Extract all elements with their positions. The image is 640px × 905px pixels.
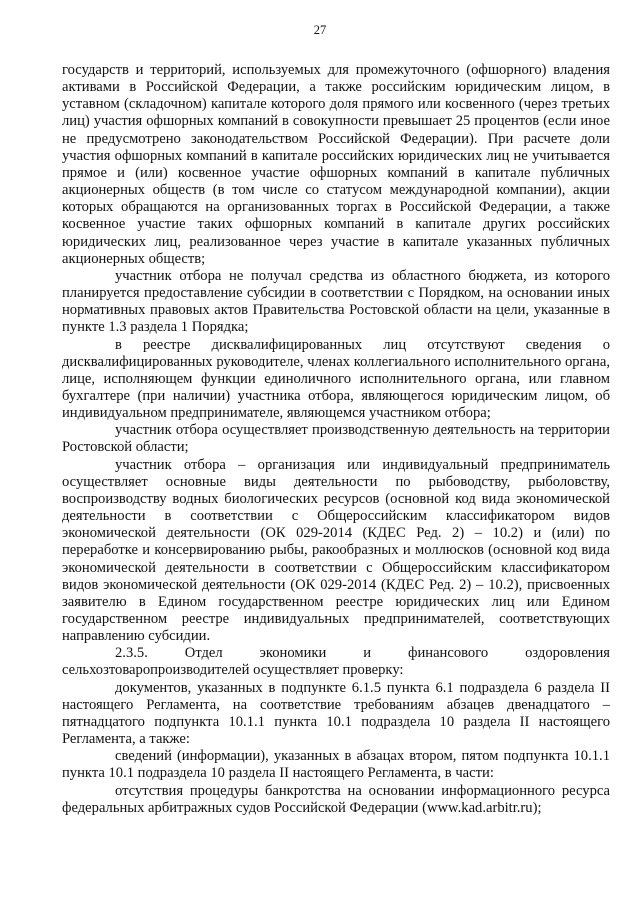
paragraph-documents-check: документов, указанных в подпункте 6.1.5 пункта 6.1 подраздела 6 раздела II настоящего Регламента, на соответствие требованиям абзацев двенадцатого – пятнадцатого подпункта 10.1.1 пункта 10.1 подраздела 10 раздела II настоящего Регламента, а также: — [62, 679, 610, 748]
paragraph-main-activity-types: участник отбора – организация или индивидуальный предприниматель осуществляет основные виды деятельности по рыбоводству, рыболовству, воспроизводству водных биологических ресурсов (основной код вида экономической деятельности в соответствии с Общероссийским классификатором видов экономической деятельности (ОК 029-2014 (КДЕС Ред. 2) – 10.2) и (или) по переработке и консервированию рыбы, ракообразных и моллюсков (основной код вида экономической деятельности в соответствии с Общероссийским классификатором видов экономической деятельности (ОК 029-2014 (КДЕС Ред. 2) – 10.2), присвоенных заявителю в Едином государственном реестре юридических лиц или Едином государственном реестре индивидуальных предпринимателей, соответствующих направлению субсидии. — [62, 456, 610, 645]
paragraph-no-regional-budget-funds: участник отбора не получал средства из областного бюджета, из которого планируется предоставление субсидии в соответствии с Порядком, на основании иных нормативных правовых актов Правительства Ростовской области на цели, указанные в пункте 1.3 раздела 1 Порядка; — [62, 267, 610, 336]
paragraph-production-in-rostov-region: участник отбора осуществляет производственную деятельность на территории Ростовской области; — [62, 422, 610, 456]
document-body — [62, 62, 610, 817]
paragraph-section-2-3-5: 2.3.5. Отдел экономики и финансового оздоровления сельхозтоваропроизводителей осуществляет проверку: — [62, 645, 610, 679]
paragraph-information-check: сведений (информации), указанных в абзацах втором, пятом подпункта 10.1.1 пункта 10.1 подраздела 10 раздела II настоящего Регламента, в части: — [62, 748, 610, 782]
page-number: 27 — [313, 23, 327, 37]
paragraph-offshore-participation: государств и территорий, используемых для промежуточного (офшорного) владения активами в Российской Федерации, а также российским юридическим лицом, в уставном (складочном) капитале которого доля прямого или косвенного (через третьих лиц) участия офшорных компаний в совокупности превышает 25 процентов (если иное не предусмотрено законодательством Российской Федерации). При расчете доли участия офшорных компаний в капитале российских юридических лиц не учитывается прямое и (или) косвенное участие офшорных компаний в капитале публичных акционерных обществ (в том числе со статусом международной компании), акции которых обращаются на организованных торгах в Российской Федерации, а также косвенное участие таких офшорных компаний в капитале других российских юридических лиц, реализованное через участие в капитале указанных публичных акционерных обществ; — [62, 62, 610, 267]
paragraph-bankruptcy-check: отсутствия процедуры банкротства на основании информационного ресурса федеральных арбитражных судов Российской Федерации (www.kad.arbitr.ru); — [62, 782, 610, 816]
paragraph-disqualified-persons-registry: в реестре дисквалифицированных лиц отсутствуют сведения о дисквалифицированных руководителе, членах коллегиального исполнительного органа, лице, исполняющем функции единоличного исполнительного органа, или главном бухгалтере (при наличии) участника отбора, являющегося юридическим лицом, об индивидуальном предпринимателе, являющемся участником отбора; — [62, 336, 610, 422]
